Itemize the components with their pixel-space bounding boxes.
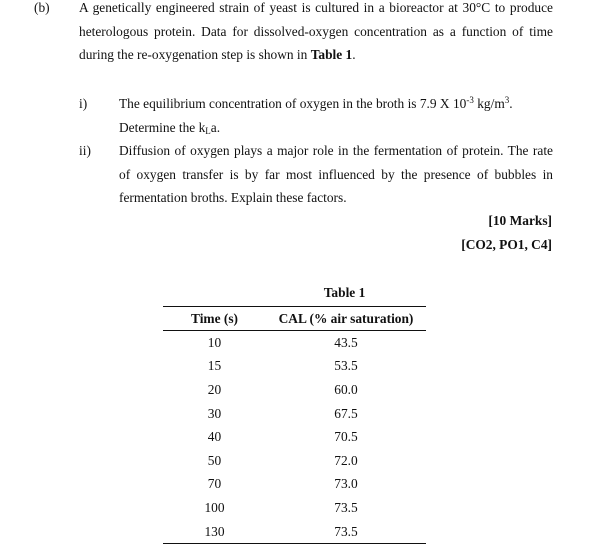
cal-cell: 60.0: [334, 381, 358, 397]
time-cell: 40: [207, 429, 222, 445]
cal-cell: 73.0: [334, 476, 358, 492]
time-cell: 70: [207, 476, 222, 492]
subquestion-i-line-1: [119, 96, 553, 112]
cal-cell: 67.5: [334, 405, 358, 421]
intro-line-1: A genetically engineered strain of yeast is cultured in a bioreactor at 30°C to produce: [79, 0, 553, 15]
time-cell: 15: [207, 358, 222, 374]
part-label: (b): [34, 0, 50, 15]
cal-cell: 43.5: [334, 334, 358, 350]
kla-subscript: L: [205, 126, 211, 136]
time-cell: 20: [207, 381, 222, 397]
time-cell: 30: [207, 405, 222, 421]
table-row: [163, 449, 426, 473]
table-caption: Table 1: [323, 285, 366, 300]
determine-text-end: a.: [210, 120, 221, 135]
oxygen-data-table: [163, 306, 426, 544]
marks-total: [10 Marks]: [488, 213, 552, 228]
time-cell: 10: [207, 334, 222, 350]
subquestion-ii-line-1: Diffusion of oxygen plays a major role in the fermentation of protein. The rate: [119, 143, 553, 158]
table-row: [163, 425, 426, 449]
table-row: [163, 378, 426, 402]
unit: kg/m: [477, 96, 505, 111]
subquestion-label-ii: ii): [79, 143, 91, 158]
unit-exponent: 3: [504, 95, 510, 105]
intro-line-2: heterologous protein. Data for dissolved-oxygen concentration as a function of time: [79, 24, 553, 39]
cal-cell: 53.5: [334, 358, 358, 374]
table-row: [163, 402, 426, 426]
header-cal: CAL (% air saturation): [266, 307, 426, 331]
subquestion-label-i: i): [79, 96, 88, 111]
determine-text: Determine the k: [119, 120, 206, 135]
cal-cell: 73.5: [266, 520, 426, 544]
table-row: [163, 473, 426, 497]
time-cell: 130: [163, 520, 266, 544]
intro-line-3-end: .: [352, 47, 356, 62]
period: .: [509, 96, 513, 111]
time-cell: 50: [207, 452, 222, 468]
subquestion-ii-line-2: of oxygen transfer is by far most influenced by the presence of bubbles in: [119, 167, 553, 182]
data-table-container: [163, 282, 426, 544]
header-time: Time (s): [163, 307, 266, 331]
subquestion-ii-line-3: fermentation broths. Explain these factors.: [119, 190, 347, 205]
intro-line-3: [79, 47, 356, 63]
time-cell: 100: [204, 499, 225, 515]
table-row: [163, 355, 426, 379]
table-row: [163, 520, 426, 544]
cal-cell: 72.0: [334, 452, 358, 468]
subquestion-i-line-2: [119, 120, 220, 136]
subquestion-i-text: The equilibrium concentration of oxygen in the broth is 7.9 X 10: [119, 96, 467, 111]
exponent: -3: [466, 95, 474, 105]
table-row: [163, 496, 426, 520]
intro-line-3-text: during the re-oxygenation step is shown in: [79, 47, 311, 62]
cal-cell: 73.5: [334, 499, 358, 515]
table-row: [163, 331, 426, 355]
table-reference: Table 1: [310, 47, 353, 62]
cal-cell: 70.5: [334, 429, 358, 445]
course-outcomes: [CO2, PO1, C4]: [461, 237, 552, 252]
